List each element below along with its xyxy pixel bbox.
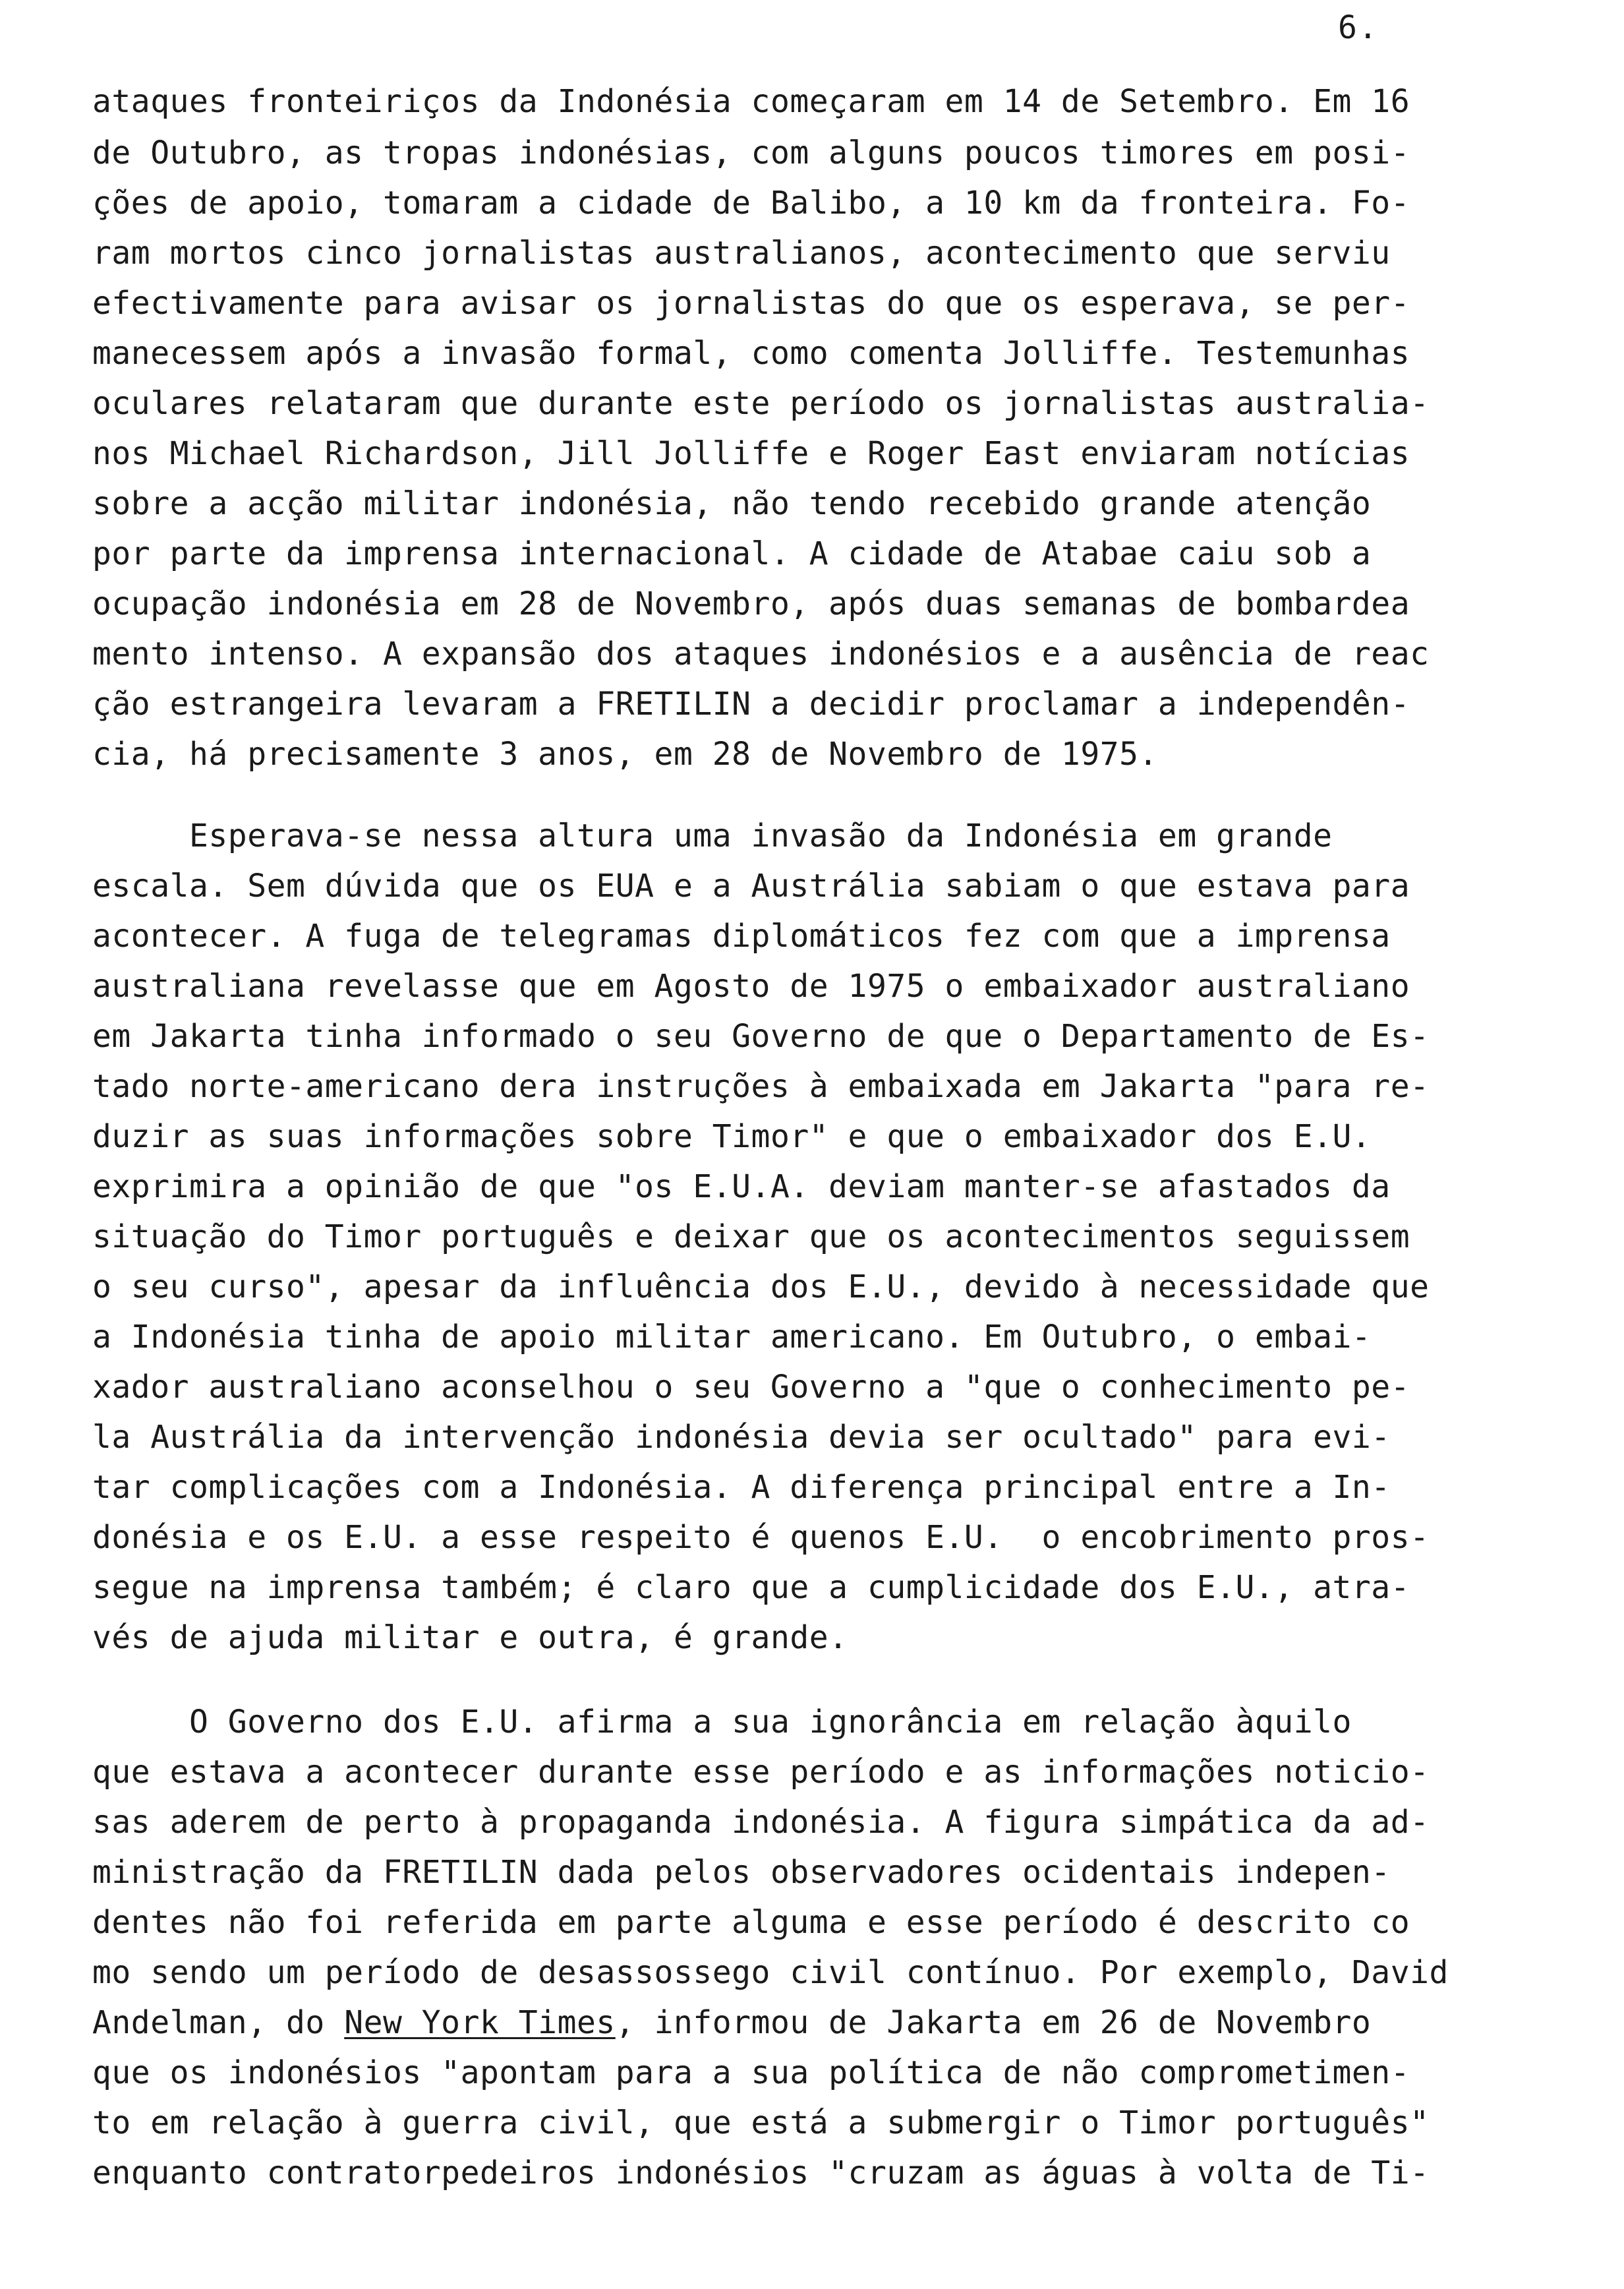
text-line: sobre a acção militar indonésia, não tendo recebido grande atenção [92, 485, 1372, 522]
text-line: situação do Timor português e deixar que os acontecimentos seguissem [92, 1218, 1410, 1255]
text-line: que os indonésios "apontam para a sua política de não comprometimen- [92, 2054, 1410, 2091]
text-line: tado norte-americano dera instruções à embaixada em Jakarta "para re- [92, 1068, 1430, 1105]
text-line: enquanto contratorpedeiros indonésios "cruzam as águas à volta de Ti- [92, 2155, 1430, 2191]
text-line: exprimira a opinião de que "os E.U.A. deviam manter-se afastados da [92, 1168, 1391, 1205]
text-line [92, 2004, 1372, 2041]
text-line: sas aderem de perto à propaganda indonésia. A figura simpática da ad- [92, 1804, 1430, 1841]
text-line: mento intenso. A expansão dos ataques indonésios e a ausência de reac [92, 636, 1430, 672]
text-segment: , informou de Jakarta em 26 de Novembro [615, 2004, 1372, 2041]
text-line: o seu curso", apesar da influência dos E.U., devido à necessidade que [92, 1268, 1430, 1305]
text-line: ocupação indonésia em 28 de Novembro, após duas semanas de bombardea [92, 585, 1410, 622]
text-line: manecessem após a invasão formal, como comenta Jolliffe. Testemunhas [92, 335, 1410, 372]
text-segment: Andelman, do [92, 2004, 345, 2041]
text-line: australiana revelasse que em Agosto de 1975 o embaixador australiano [92, 968, 1410, 1005]
text-line: ção estrangeira levaram a FRETILIN a decidir proclamar a independên- [92, 686, 1410, 723]
text-line: ataques fronteiriços da Indonésia começaram em 14 de Setembro. Em 16 [92, 83, 1410, 120]
text-line: O Governo dos E.U. afirma a sua ignorância em relação àquilo [92, 1704, 1352, 1740]
text-line: nos Michael Richardson, Jill Jolliffe e Roger East enviaram notícias [92, 435, 1410, 472]
text-line: cia, há precisamente 3 anos, em 28 de Novembro de 1975. [92, 736, 1158, 773]
text-line: donésia e os E.U. a esse respeito é quenos E.U. o encobrimento pros- [92, 1519, 1430, 1556]
text-line: ram mortos cinco jornalistas australianos, acontecimento que serviu [92, 235, 1391, 272]
text-line: de Outubro, as tropas indonésias, com alguns poucos timores em posi- [92, 134, 1410, 171]
text-line: duzir as suas informações sobre Timor" e que o embaixador dos E.U. [92, 1118, 1372, 1155]
text-line: tar complicações com a Indonésia. A diferença principal entre a In- [92, 1469, 1391, 1506]
text-line: ministração da FRETILIN dada pelos observadores ocidentais indepen- [92, 1854, 1391, 1891]
text-line: que estava a acontecer durante esse período e as informações noticio- [92, 1754, 1430, 1791]
text-line: oculares relataram que durante este período os jornalistas australia- [92, 385, 1430, 422]
text-line: to em relação à guerra civil, que está a submergir o Timor português" [92, 2104, 1430, 2141]
text-line: dentes não foi referida em parte alguma e esse período é descrito co [92, 1904, 1410, 1941]
text-line: em Jakarta tinha informado o seu Governo de que o Departamento de Es- [92, 1018, 1430, 1055]
text-line: ções de apoio, tomaram a cidade de Balibo, a 10 km da fronteira. Fo- [92, 185, 1410, 222]
text-line: vés de ajuda militar e outra, é grande. [92, 1619, 848, 1656]
text-line: segue na imprensa também; é claro que a cumplicidade dos E.U., atra- [92, 1569, 1410, 1606]
text-line: por parte da imprensa internacional. A cidade de Atabae caiu sob a [92, 535, 1372, 572]
text-line: la Austrália da intervenção indonésia devia ser ocultado" para evi- [92, 1419, 1391, 1456]
text-line: Esperava-se nessa altura uma invasão da Indonésia em grande [92, 818, 1333, 854]
text-line: xador australiano aconselhou o seu Governo a "que o conhecimento pe- [92, 1369, 1410, 1406]
text-line: acontecer. A fuga de telegramas diplomáticos fez com que a imprensa [92, 918, 1391, 955]
text-line: mo sendo um período de desassossego civil contínuo. Por exemplo, David [92, 1954, 1449, 1991]
page-number: 6. [1338, 9, 1379, 46]
text-line: escala. Sem dúvida que os EUA e a Austrália sabiam o que estava para [92, 868, 1410, 905]
text-line: efectivamente para avisar os jornalistas do que os esperava, se per- [92, 285, 1410, 322]
text-line: a Indonésia tinha de apoio militar americano. Em Outubro, o embai- [92, 1319, 1372, 1355]
underlined-title: New York Times [344, 2004, 616, 2041]
